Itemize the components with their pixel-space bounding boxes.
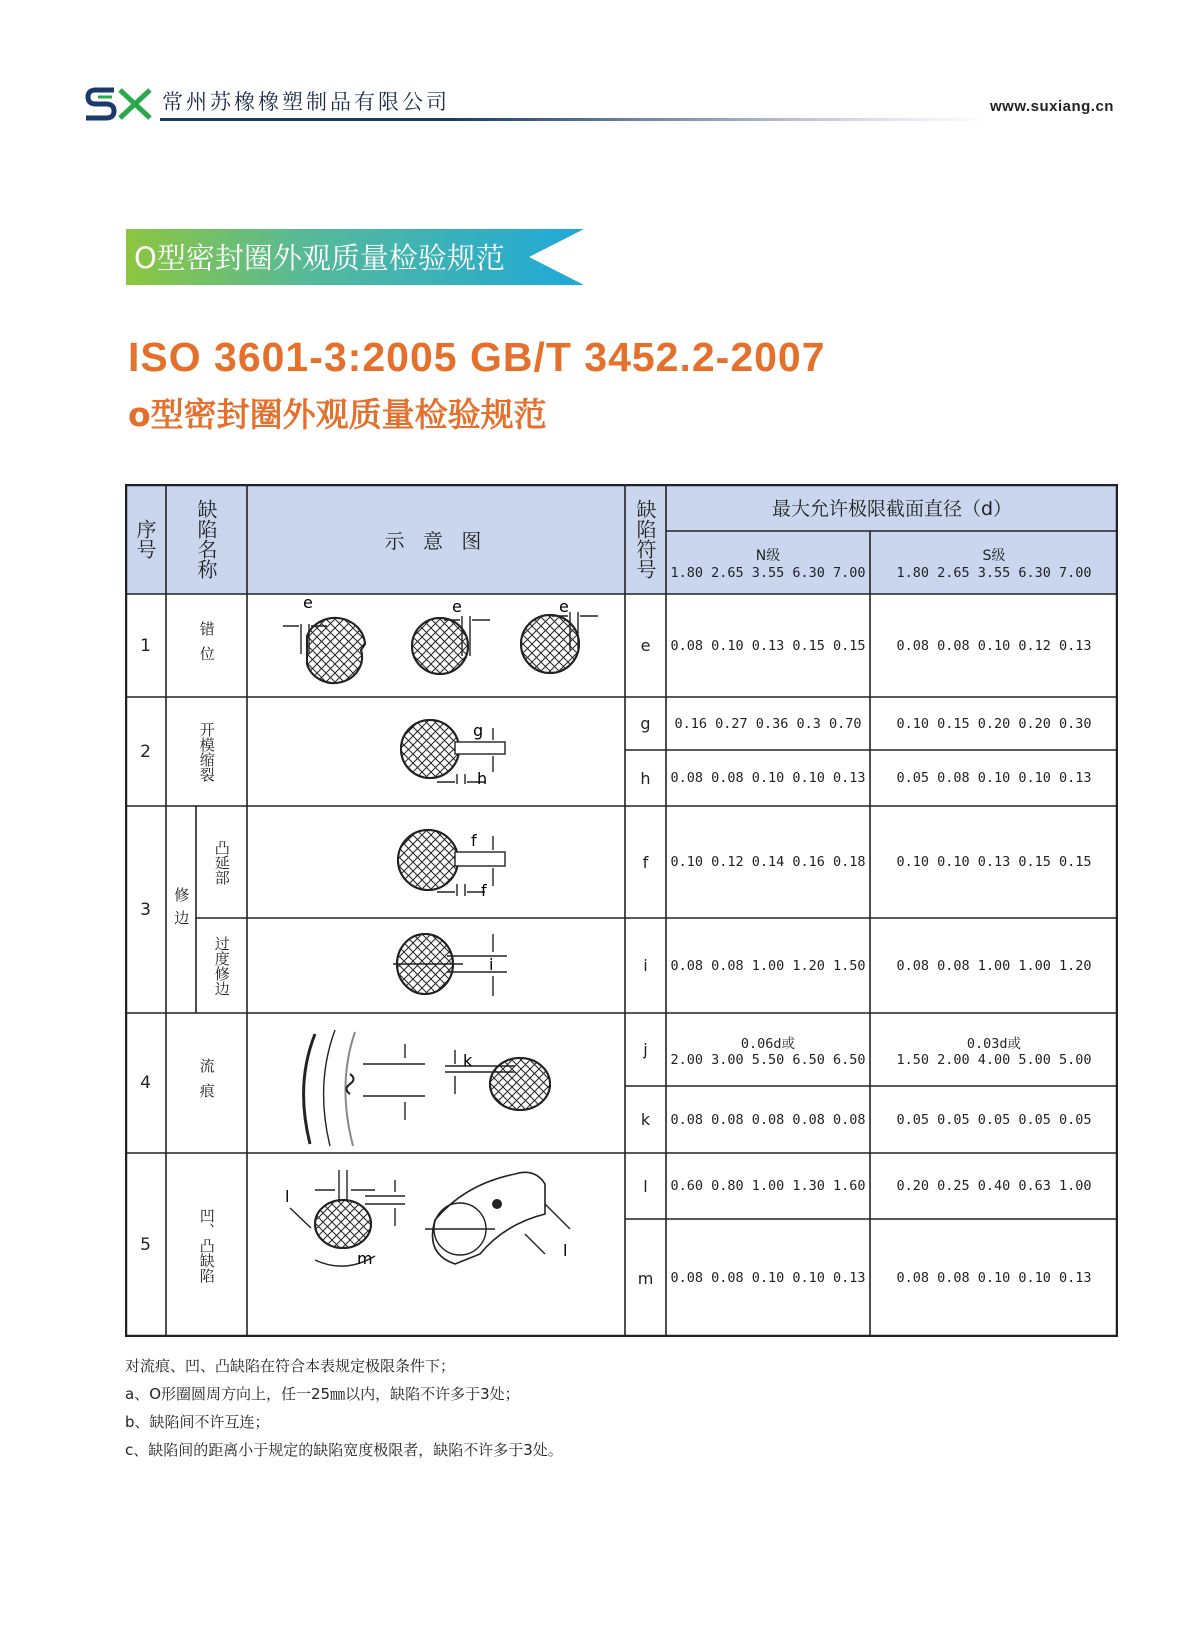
defect-symbol: l [643,1176,648,1196]
diagram-mismatch [283,612,598,683]
notes [125,1352,563,1464]
s-grade-values: 0.05 0.05 0.05 0.05 0.05 [896,1111,1092,1128]
website-url[interactable]: www.suxiang.cn [990,98,1114,115]
diagram-label: l [285,1187,290,1206]
n-grade-values: 0.08 0.08 0.10 0.10 0.13 [670,770,866,786]
diagram-label: f [471,831,477,850]
diagram-label: m [357,1249,373,1268]
defect-name: 流痕 [197,1058,216,1108]
defect-symbol: m [637,1268,654,1288]
company-name: 常州苏橡橡塑制品有限公司 [162,90,450,114]
note-line: c、缺陷间的距离小于规定的缺陷宽度极限者，缺陷不许多于3处。 [125,1441,563,1459]
note-line: a、O形圈圆周方向上，任一25㎜以内，缺陷不许多于3处； [125,1385,520,1403]
n-grade-label: N级 [755,547,781,564]
note-line: 对流痕、凹、凸缺陷在符合本表规定极限条件下； [125,1357,456,1375]
banner-title: O型密封圈外观质量检验规范 [134,241,505,275]
diagram-label: h [477,769,488,788]
diagram-label: e [303,593,313,612]
n-grade-values: 0.60 0.80 1.00 1.30 1.60 [670,1178,866,1194]
diagram-label: k [463,1051,473,1070]
s-grade-values: 0.10 0.15 0.20 0.20 0.30 [896,715,1092,732]
header-diagram: 示 意 图 [384,528,488,553]
defect-name: 错位 [197,620,216,671]
row-number: 4 [140,1073,151,1093]
row-number: 2 [140,741,151,762]
header-max-allow: 最大允许极限截面直径（d） [771,498,1013,520]
header-defect-name: 缺陷名称 [194,499,218,579]
s-grade-values: 0.10 0.10 0.13 0.15 0.15 [896,854,1092,870]
defect-name: 开模缩裂 [197,721,216,782]
spec-subtitle: o型密封圈外观质量检验规范 [128,395,547,434]
defect-name: 过度修边 [212,935,231,996]
n-grade-sizes: 1.80 2.65 3.55 6.30 7.00 [670,564,866,581]
header-symbol: 缺陷符号 [633,499,657,579]
n-grade-values: 0.10 0.12 0.14 0.16 0.18 [670,854,866,870]
diagram-label: g [473,721,484,740]
row-number: 3 [140,899,151,920]
diagram-label: e [452,597,462,616]
diagram-mold-crack [401,720,505,784]
s-grade-values: 0.20 0.25 0.40 0.63 1.00 [896,1178,1092,1194]
defect-symbol: h [640,768,651,788]
defect-name: 凹、凸缺陷 [197,1207,216,1283]
diagram-dent [290,1170,570,1266]
n-grade-list: 2.00 3.00 5.50 6.50 6.50 [670,1051,866,1068]
diagram-label: l [563,1241,568,1260]
header-rule [160,118,990,121]
n-grade-values [666,1013,870,1086]
standard-title: ISO 3601-3:2005 GB/T 3452.2-2007 [128,334,826,380]
defect-symbol: k [640,1110,651,1129]
n-grade-formula: 0.06d或 [740,1035,796,1052]
s-grade-values: 0.08 0.08 1.00 1.00 1.20 [896,957,1092,974]
s-grade-values [870,1013,1118,1086]
s-grade-values: 0.05 0.08 0.10 0.10 0.13 [896,770,1092,786]
defect-symbol: f [642,852,649,872]
defect-symbol: g [640,714,651,733]
row-number: 1 [140,635,151,656]
s-grade-list: 1.50 2.00 4.00 5.00 5.00 [896,1051,1092,1068]
note-line: b、缺陷间不许互连； [125,1413,270,1431]
diagram-flash [398,830,505,896]
defect-group-name: 修边 [172,886,191,933]
header-n-grade [666,531,870,594]
n-grade-values: 0.08 0.08 0.08 0.08 0.08 [670,1111,866,1128]
diagram-label: e [559,597,569,616]
n-grade-values: 0.08 0.08 0.10 0.10 0.13 [670,1270,866,1286]
s-grade-label: S级 [982,547,1006,564]
n-grade-values: 0.16 0.27 0.36 0.3 0.70 [674,715,862,732]
inspection-table [125,484,1118,1337]
diagram-label: f [481,881,487,900]
defect-symbol: i [643,956,648,975]
s-grade-sizes: 1.80 2.65 3.55 6.30 7.00 [896,564,1092,581]
s-grade-formula: 0.03d或 [966,1035,1022,1052]
defect-name: 凸延部 [212,839,231,885]
defect-symbol: e [640,636,651,655]
company-logo [84,84,154,124]
n-grade-values: 0.08 0.10 0.13 0.15 0.15 [670,637,866,654]
diagram-flow-mark [304,1030,550,1146]
defect-symbol: j [643,1040,648,1059]
n-grade-values: 0.08 0.08 1.00 1.20 1.50 [670,957,866,974]
header-seq: 序号 [133,519,157,559]
header-s-grade [870,531,1118,594]
s-grade-values: 0.08 0.08 0.10 0.12 0.13 [896,637,1092,654]
row-number: 5 [140,1235,151,1255]
s-grade-values: 0.08 0.08 0.10 0.10 0.13 [896,1270,1092,1286]
diagram-label: i [489,955,494,974]
